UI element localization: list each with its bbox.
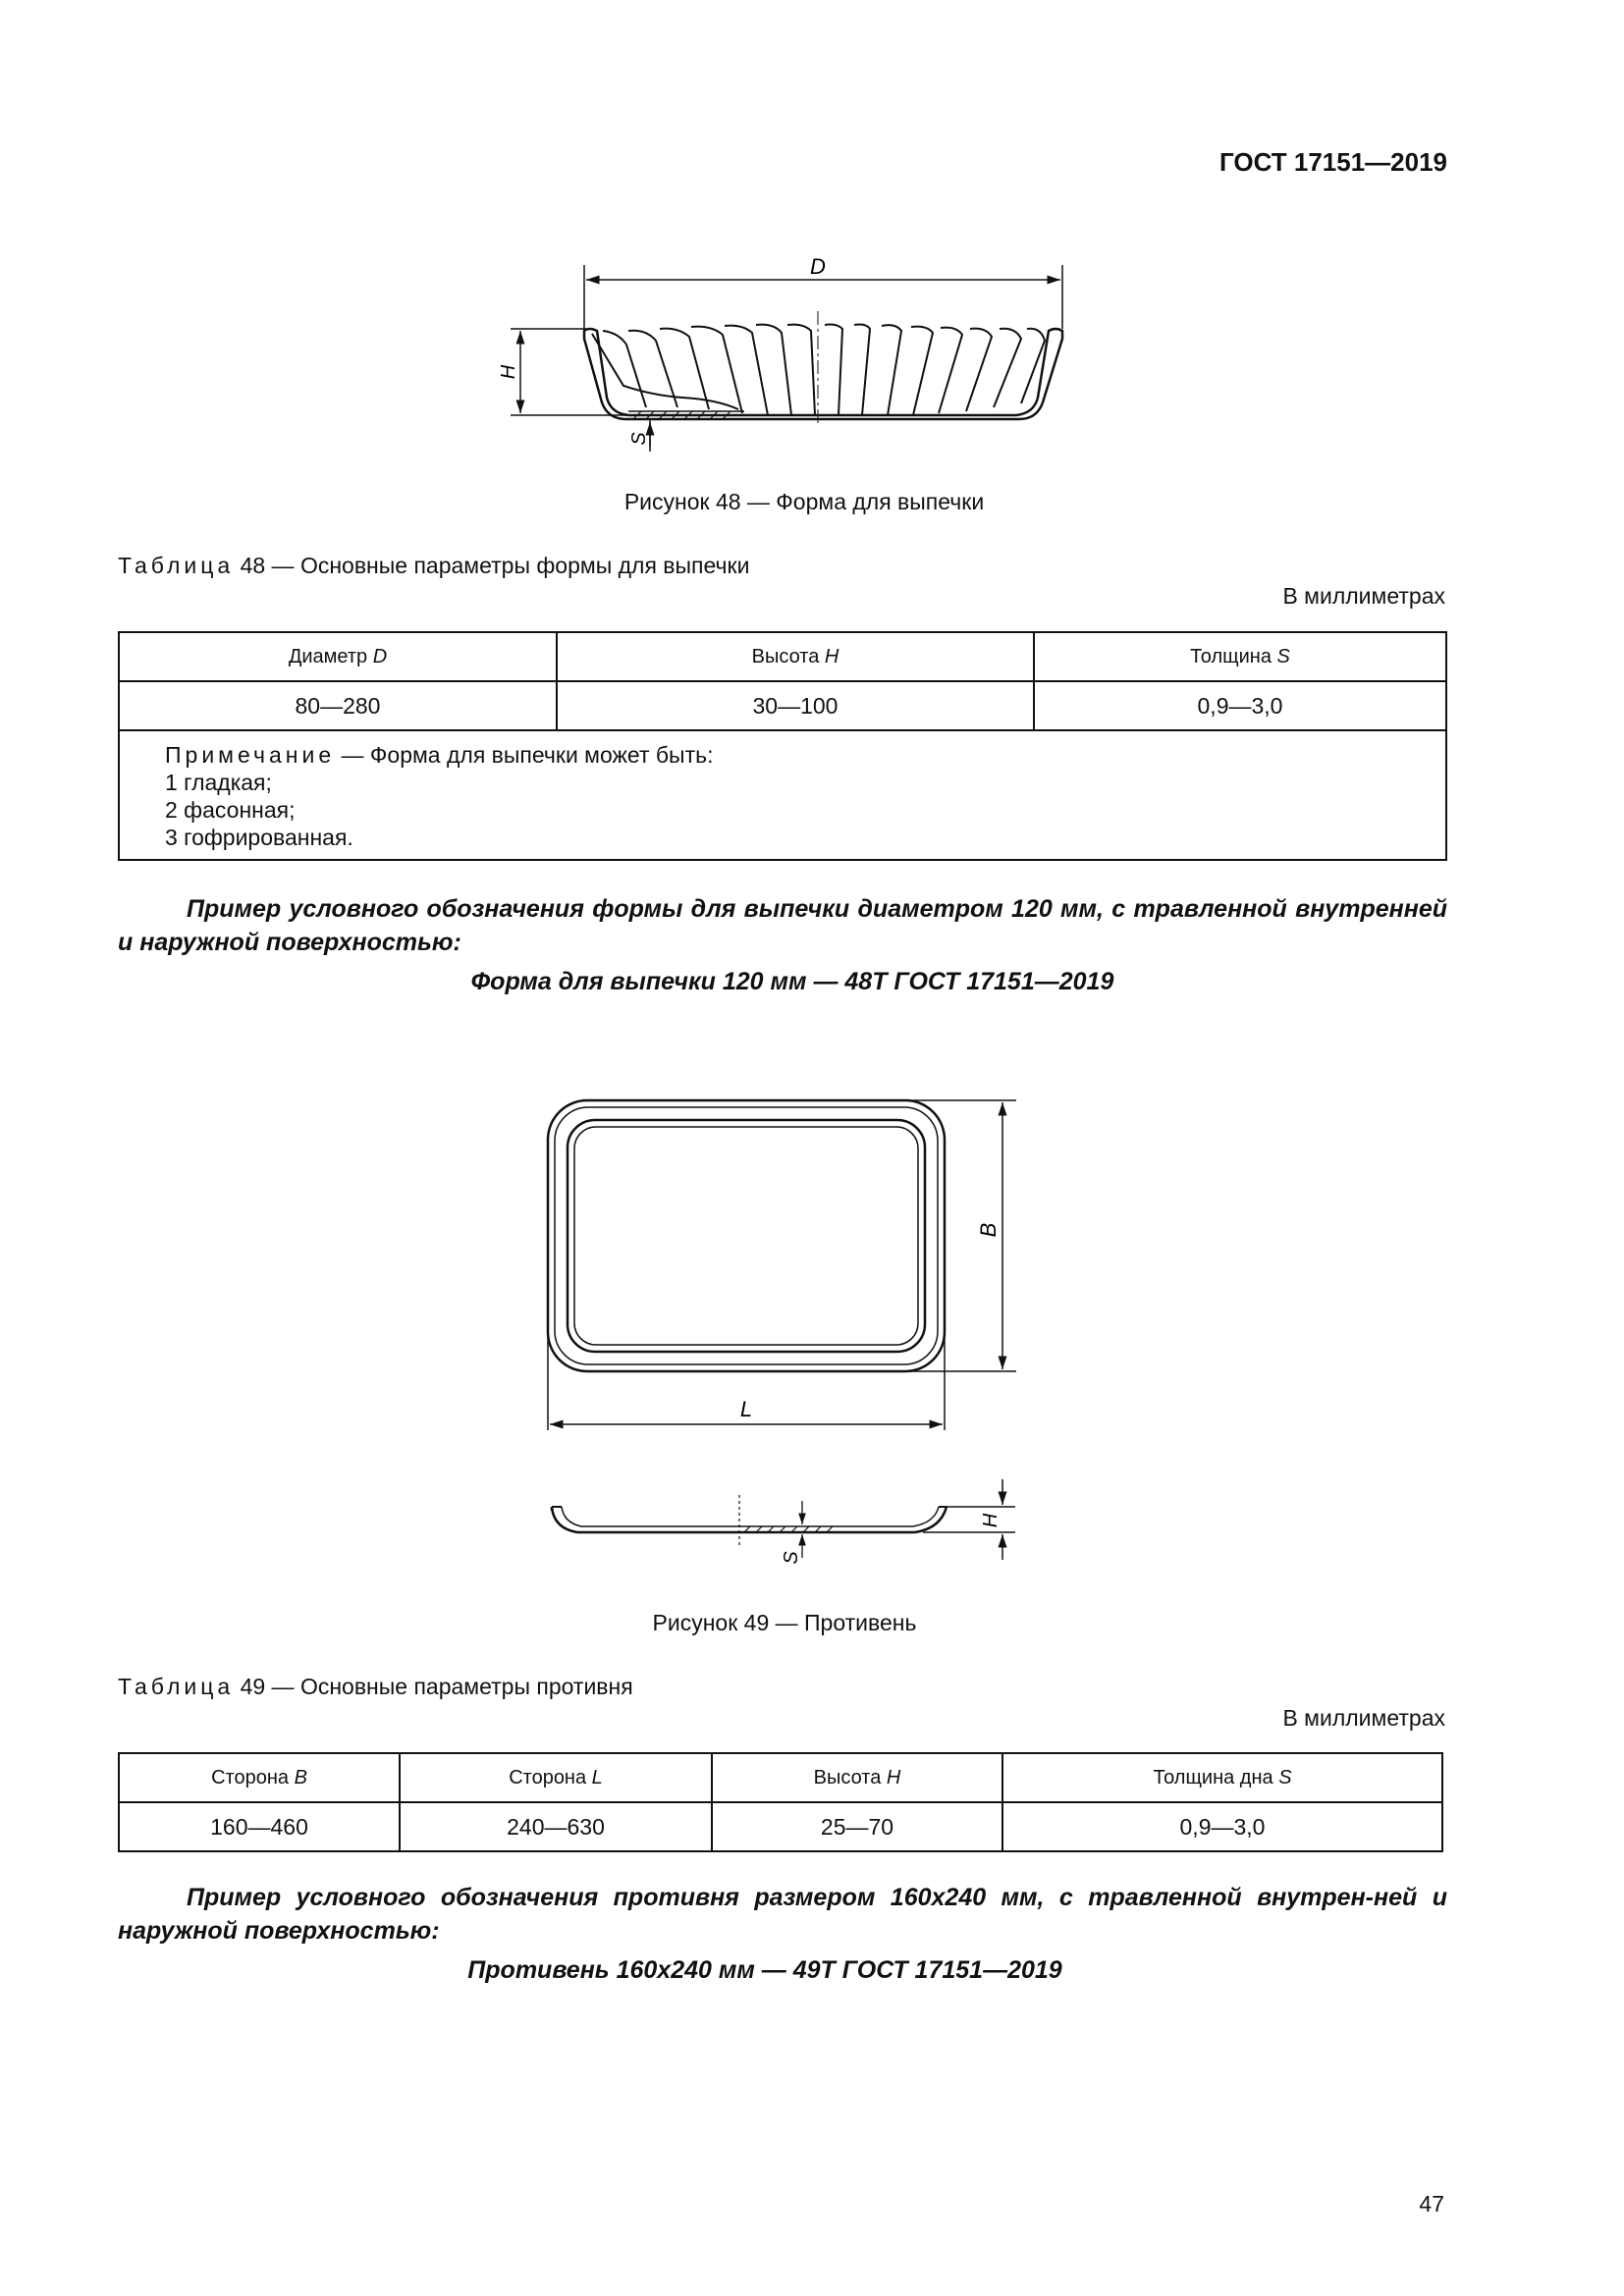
- header-cell-diameter: Диаметр D: [119, 632, 557, 681]
- cell-height-value: 25—70: [712, 1802, 1002, 1851]
- table-48-label: Таблица: [118, 553, 235, 578]
- header-cell-height: Высота H: [557, 632, 1034, 681]
- note-item: 3 гофрированная.: [165, 825, 353, 850]
- example-49-text: Пример условного обозначения противня размером 160х240 мм, с травленной внутрен-ней и наружной поверхностью:: [118, 1884, 1447, 1945]
- header-cell-height: Высота H: [712, 1753, 1002, 1802]
- table-49: [118, 1752, 1443, 1852]
- header-cell-thickness: Толщина S: [1034, 632, 1446, 681]
- table-header-row: [119, 632, 1446, 681]
- cell-thickness-value: 0,9—3,0: [1002, 1802, 1442, 1851]
- table-note: [119, 730, 1446, 860]
- figure-49-caption: Рисунок 49 — Противень: [652, 1610, 917, 1635]
- dim-label-b: B: [976, 1222, 1001, 1238]
- dim-label-l: L: [739, 1397, 753, 1421]
- page-number: 47: [1419, 2191, 1444, 2216]
- table-row: [119, 1802, 1442, 1851]
- table-49-title: [118, 1674, 633, 1700]
- note-label: Примечание: [165, 742, 336, 768]
- dim-label-s: S: [781, 1551, 802, 1565]
- cell-side-l-value: 240—630: [400, 1802, 712, 1851]
- example-48-designation: Форма для выпечки 120 мм — 48Т ГОСТ 17151—2019: [470, 968, 1114, 995]
- table-48: [118, 631, 1447, 861]
- table-header-row: [119, 1753, 1442, 1802]
- cell-side-b-value: 160—460: [119, 1802, 400, 1851]
- example-49-designation: Противень 160х240 мм — 49Т ГОСТ 17151—2019: [467, 1956, 1062, 1984]
- dim-label-h: H: [980, 1513, 1001, 1528]
- table-49-units: В миллиметрах: [1282, 1705, 1445, 1731]
- document-code: ГОСТ 17151—2019: [1219, 147, 1447, 177]
- figure-49-baking-tray-drawing: [530, 1085, 1041, 1595]
- figure-48-baking-form-drawing: [481, 250, 1090, 466]
- header-cell-bottom-thickness: Толщина дна S: [1002, 1753, 1442, 1802]
- table-49-label: Таблица: [118, 1674, 235, 1699]
- dim-label-s: S: [628, 432, 650, 446]
- example-48-text: Пример условного обозначения формы для выпечки диаметром 120 мм, с травленной внутренней и наружной поверхностью:: [118, 895, 1447, 956]
- note-text: — Форма для выпечки может быть:: [335, 742, 714, 768]
- cell-height-value: 30—100: [557, 681, 1034, 730]
- table-row: [119, 681, 1446, 730]
- cell-diameter-value: 80—280: [119, 681, 557, 730]
- dim-label-d: D: [810, 254, 826, 279]
- header-cell-side-b: Сторона B: [119, 1753, 400, 1802]
- table-note-row: [119, 730, 1446, 860]
- note-item: 1 гладкая;: [165, 770, 272, 795]
- cell-thickness-value: 0,9—3,0: [1034, 681, 1446, 730]
- figure-48-caption: Рисунок 48 — Форма для выпечки: [623, 489, 985, 514]
- table-48-title: [118, 553, 749, 579]
- note-item: 2 фасонная;: [165, 797, 296, 823]
- header-cell-side-l: Сторона L: [400, 1753, 712, 1802]
- dim-label-h: H: [498, 364, 519, 380]
- table-48-title-text: 48 — Основные параметры формы для выпечки: [234, 553, 750, 578]
- table-49-title-text: 49 — Основные параметры противня: [234, 1674, 633, 1699]
- table-48-units: В миллиметрах: [1282, 583, 1445, 609]
